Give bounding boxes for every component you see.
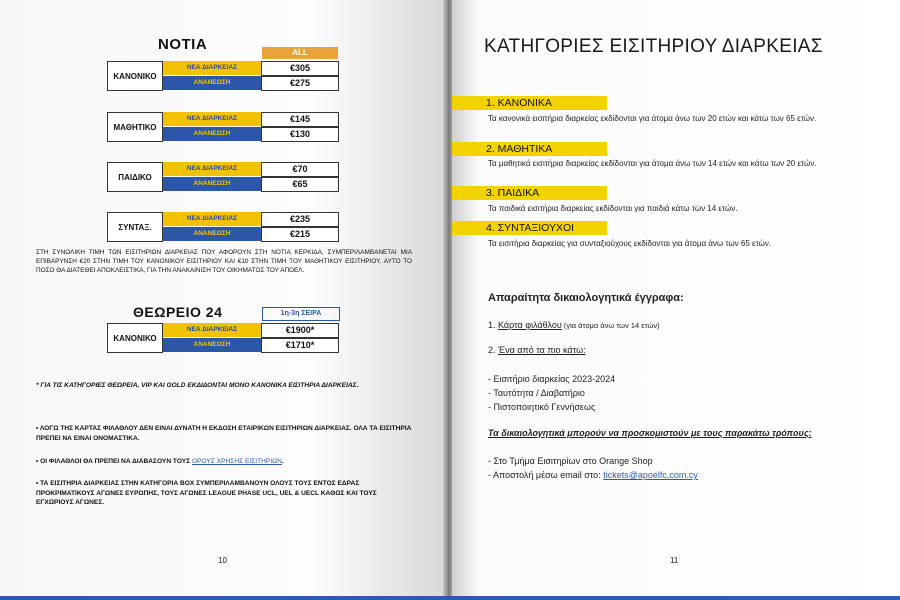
- submit-item-email: [488, 470, 698, 480]
- price-block-box: [107, 323, 339, 353]
- new-label: ΝΕΑ ΔΙΑΡΚΕΙΑΣ: [163, 61, 261, 75]
- new-price: €305: [261, 61, 339, 76]
- price-block-child: [107, 162, 339, 192]
- doc2-label: Ένα από τα πιο κάτω:: [498, 345, 586, 355]
- category-desc-pensioner: Τα εισιτήρια διαρκείας για συνταξιούχους εκδίδονται για άτομα άνω των 65 ετών.: [488, 239, 772, 248]
- left-page: [0, 0, 446, 596]
- new-price: €145: [261, 112, 339, 127]
- bullet-terms-suffix: .: [281, 458, 284, 465]
- bullet-box: • ΤΑ ΕΙΣΙΤΗΡΙΑ ΔΙΑΡΚΕΙΑΣ ΣΤΗΝ ΚΑΤΗΓΟΡΙΑ BOX ΣΥΜΠΕΡΙΛΑΜΒΑΝΟΥΝ ΟΛΟΥΣ ΤΟΥΣ ΕΝΤΟΣ ΕΔΡΑΣ ΠΡΟΚΡΙΜΑΤΙΚΟΥΣ ΑΓΩΝΕΣ ΕΥΡΩΠΗΣ, ΤΟΥΣ ΑΓΩΝΕΣ LEAGUE PHASE UCL, UEL & UECL ΚΑΘΩΣ ΚΑΙ ΤΟΥΣ ΕΓΧΩΡΙΟΥΣ ΑΓΩΝΕΣ.: [36, 480, 377, 506]
- price-block-regular: [107, 61, 339, 91]
- doc-list-item: - Πιστοποιητικό Γεννήσεως: [488, 402, 596, 412]
- renew-label: ΑΝΑΝΕΩΣΗ: [163, 177, 261, 191]
- category-desc-student: Τα μαθητικά εισιτήρια διαρκείας εκδίδονται για άτομα άνω των 14 ετών και κάτω των 20 ετών.: [488, 159, 817, 168]
- category-bar-pensioner: 4. ΣΥΝΤΑΞΙΟΥΧΟΙ: [452, 221, 607, 235]
- submit-email-prefix: - Αποστολή μέσω email στο:: [488, 470, 604, 480]
- new-price: €70: [261, 162, 339, 177]
- category-bar-regular: 1. ΚΑΝΟΝΙΚΑ: [452, 96, 607, 110]
- renew-price: €215: [261, 227, 339, 242]
- category-cell: ΚΑΝΟΝΙΚΟ: [107, 61, 163, 91]
- page-number: 11: [670, 556, 679, 565]
- category-cell: ΠΑΙΔΙΚΟ: [107, 162, 163, 192]
- surcharge-note: ΣΤΗ ΣΥΝΟΛΙΚΗ ΤΙΜΗ ΤΩΝ ΕΙΣΙΤΗΡΙΩΝ ΔΙΑΡΚΕΙΑΣ ΠΟΥ ΑΦΟΡΟΥΝ ΣΤΗ ΝΟΤΙΑ ΚΕΡΚΙΔΑ, ΣΥΜΠΕΡΙΛΑΜΒΑΝΕΤΑΙ ΜΙΑ ΕΠΙΒΑΡΥΝΣΗ €20 ΣΤΗΝ ΤΙΜΗ ΤΟΥ ΚΑΝΟΝΙΚΟΥ ΕΙΣΙΤΗΡΙΟΥ ΚΑΙ €10 ΣΤΗΝ ΤΙΜΗ ΤΟΥ ΜΑΘΗΤΙΚΟΥ ΕΙΣΙΤΗΡΙΟΥ. ΑΥΤΟ ΤΟ ΠΟΣΟ ΘΑ ΔΙΑΤΕΘΕΙ ΑΠΟΚΛΕΙΣΤΙΚΑ, ΓΙΑ ΤΗΝ ΑΝΑΚΑΙΝΙΣΗ ΤΟΥ ΟΙΚΗΜΑΤΟΣ ΤΟΥ ΑΠΟΕΛ.: [36, 249, 412, 274]
- right-page: [452, 0, 900, 596]
- submit-item-shop: - Στο Τμήμα Εισιτηρίων στο Orange Shop: [488, 456, 653, 466]
- category-bar-child: 3. ΠΑΙΔΙΚΑ: [452, 186, 607, 200]
- doc1-num: 1.: [488, 320, 499, 330]
- category-cell: ΜΑΘΗΤΙΚΟ: [107, 112, 163, 142]
- doc1-label: Κάρτα φιλάθλου: [498, 320, 562, 330]
- renew-price: €1710*: [261, 338, 339, 353]
- row-header: 1η-3η ΣΕΙΡΑ: [262, 307, 340, 321]
- new-label: ΝΕΑ ΔΙΑΡΚΕΙΑΣ: [163, 323, 261, 337]
- renew-label: ΑΝΑΝΕΩΣΗ: [163, 127, 261, 141]
- category-cell: ΚΑΝΟΝΙΚΟ: [107, 323, 163, 353]
- doc-item-1: [488, 320, 660, 330]
- new-price: €1900*: [261, 323, 339, 338]
- footnote: * ΓΙΑ ΤΙΣ ΚΑΤΗΓΟΡΙΕΣ ΘΕΩΡΕΙΑ, VIP ΚΑΙ GOLD ΕΚΔΙΔΟΝΤΑΙ ΜΟΝΟ ΚΑΝΟΝΙΚΑ ΕΙΣΙΤΗΡΙΑ ΔΙΑΡΚΕΙΑΣ.: [36, 382, 359, 389]
- email-link[interactable]: tickets@apoelfc.com.cy: [603, 470, 698, 480]
- renew-price: €65: [261, 177, 339, 192]
- doc-list-item: - Ταυτότητα / Διαβατήριο: [488, 388, 585, 398]
- price-block-student: [107, 112, 339, 142]
- bottom-bar: [0, 596, 900, 600]
- category-desc-child: Τα παιδικά εισιτήρια διαρκείας εκδίδονται για παιδιά κάτω των 14 ετών.: [488, 204, 738, 213]
- doc-list-item: - Εισιτήριο διαρκείας 2023-2024: [488, 374, 616, 384]
- new-label: ΝΕΑ ΔΙΑΡΚΕΙΑΣ: [163, 162, 261, 176]
- docs-title: Απαραίτητα δικαιολογητικά έγγραφα:: [488, 292, 684, 304]
- category-bar-student: 2. ΜΑΘΗΤΙΚΑ: [452, 142, 607, 156]
- renew-label: ΑΝΑΝΕΩΣΗ: [163, 227, 261, 241]
- page-number: 10: [218, 556, 227, 565]
- bullet-fan-card: • ΛΟΓΩ ΤΗΣ ΚΑΡΤΑΣ ΦΙΛΑΘΛΟΥ ΔΕΝ ΕΙΝΑΙ ΔΥΝΑΤΗ Η ΕΚΔΟΣΗ ΕΤΑΙΡΙΚΩΝ ΕΙΣΙΤΗΡΙΩΝ ΔΙΑΡΚΕΙΑΣ. ΟΛΑ ΤΑ ΕΙΣΙΤΗΡΙΑ ΠΡΕΠΕΙ ΝΑ ΕΙΝΑΙ ΟΝΟΜΑΣΤΙΚΑ.: [36, 425, 412, 442]
- category-desc-regular: Τα κανονικά εισιτήρια διαρκείας εκδίδονται για άτομα άνω των 20 ετών και κάτω των 65 ετών.: [488, 114, 817, 123]
- page-title: ΚΑΤΗΓΟΡΙΕΣ ΕΙΣΙΤΗΡΙΟΥ ΔΙΑΡΚΕΙΑΣ: [484, 36, 823, 57]
- bullet-terms-prefix: • ΟΙ ΦΙΛΑΘΛΟΙ ΘΑ ΠΡΕΠΕΙ ΝΑ ΔΙΑΒΑΣΟΥΝ ΤΟΥΣ: [36, 458, 192, 465]
- category-cell: ΣΥΝΤΑΞ.: [107, 212, 163, 242]
- renew-price: €130: [261, 127, 339, 142]
- bullet-terms: [36, 457, 416, 467]
- new-label: ΝΕΑ ΔΙΑΡΚΕΙΑΣ: [163, 112, 261, 126]
- doc2-num: 2.: [488, 345, 499, 355]
- all-column-header: ALL: [262, 47, 338, 59]
- renew-label: ΑΝΑΝΕΩΣΗ: [163, 76, 261, 90]
- renew-price: €275: [261, 76, 339, 91]
- renew-label: ΑΝΑΝΕΩΣΗ: [163, 338, 261, 352]
- notia-heading: ΝΟΤΙΑ: [158, 36, 208, 53]
- submit-heading: Τα δικαιολογητικά μπορούν να προσκομιστούν με τους παρακάτω τρόπους:: [488, 428, 812, 438]
- new-label: ΝΕΑ ΔΙΑΡΚΕΙΑΣ: [163, 212, 261, 226]
- theoreio-title: ΘΕΩΡΕΙΟ 24: [133, 304, 223, 320]
- doc1-note: (για άτομα άνω των 14 ετών): [561, 321, 660, 330]
- doc-item-2: [488, 345, 586, 355]
- terms-link[interactable]: ΟΡΟΥΣ ΧΡΗΣΗΣ ΕΙΣΙΤΗΡΙΩΝ: [191, 458, 282, 465]
- new-price: €235: [261, 212, 339, 227]
- price-block-pensioner: [107, 212, 339, 242]
